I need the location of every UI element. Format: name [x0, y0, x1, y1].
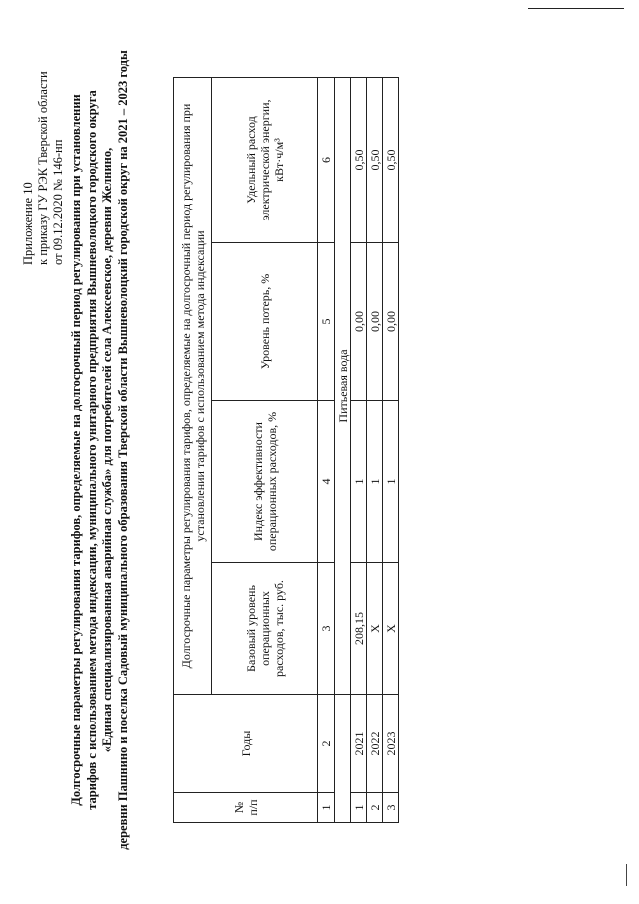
scan-edge-line	[528, 8, 624, 9]
appendix-header	[21, 35, 66, 265]
row-year: 2022	[367, 695, 383, 793]
section-drinking-water: Питьевая вода	[335, 77, 351, 694]
header-energy-consumption: Удельный расход электрической энергии, кВт·ч/м³	[212, 77, 318, 242]
col-number: 6	[318, 77, 335, 242]
row-year: 2023	[383, 695, 399, 793]
title-line-1: Долгосрочные параметры регулирования тарифов, определяемые на долгосрочный период регулирования при установлении	[69, 94, 83, 806]
header-efficiency-index: Индекс эффективности операционных расходов, %	[212, 401, 318, 563]
appendix-date: от 09.12.2020 № 146-нп	[51, 139, 65, 265]
col-number: 3	[318, 563, 335, 695]
row-number: 3	[383, 793, 399, 823]
row-loss-level: 0,00	[351, 243, 367, 401]
table-header-row	[174, 77, 212, 822]
row-energy-consumption: 0,50	[351, 77, 367, 242]
table-numbering-row	[318, 77, 335, 822]
header-group: Долгосрочные параметры регулирования тарифов, определяемые на долгосрочный период регулирования при установлении тарифов с использованием метода индексации	[174, 77, 212, 694]
row-efficiency-index: 1	[351, 401, 367, 563]
rotated-page	[21, 35, 596, 865]
header-loss-level: Уровень потерь, %	[212, 243, 318, 401]
table-row	[367, 77, 383, 822]
appendix-order: к приказу ГУ РЭК Тверской области	[36, 71, 50, 265]
document-title	[69, 45, 131, 855]
title-line-4: деревни Пашнино и поселка Садовый муниципального образования Тверской области Вышневолоцкий городской округ на 2021 – 2023 годы	[115, 50, 130, 850]
table-section-row	[335, 77, 351, 822]
row-number: 2	[367, 793, 383, 823]
row-efficiency-index: 1	[367, 401, 383, 563]
title-line-3: «Единая специализированная аварийная служба» для потребителей села Алексеевское, деревни Желнино,	[100, 147, 114, 753]
col-number: 5	[318, 243, 335, 401]
row-base-cost: Х	[367, 563, 383, 695]
row-year: 2021	[351, 695, 367, 793]
header-base-cost: Базовый уровень операционных расходов, тыс. руб.	[212, 563, 318, 695]
row-loss-level: 0,00	[383, 243, 399, 401]
parameters-table	[173, 77, 399, 823]
table-row	[383, 77, 399, 822]
col-number: 1	[318, 793, 335, 823]
title-line-2: тарифов с использованием метода индексации, муниципального унитарного предприятия Вышневолоцкого городского округа	[84, 90, 99, 810]
row-energy-consumption: 0,50	[367, 77, 383, 242]
appendix-number: Приложение 10	[21, 182, 35, 265]
row-energy-consumption: 0,50	[383, 77, 399, 242]
col-number: 4	[318, 401, 335, 563]
scan-edge-mark	[626, 864, 627, 886]
row-efficiency-index: 1	[383, 401, 399, 563]
row-loss-level: 0,00	[367, 243, 383, 401]
header-years: Годы	[174, 695, 318, 793]
col-number: 2	[318, 695, 335, 793]
header-number: № п/п	[174, 793, 318, 823]
table-row	[351, 77, 367, 822]
row-number: 1	[351, 793, 367, 823]
row-base-cost: 208,15	[351, 563, 367, 695]
row-base-cost: Х	[383, 563, 399, 695]
